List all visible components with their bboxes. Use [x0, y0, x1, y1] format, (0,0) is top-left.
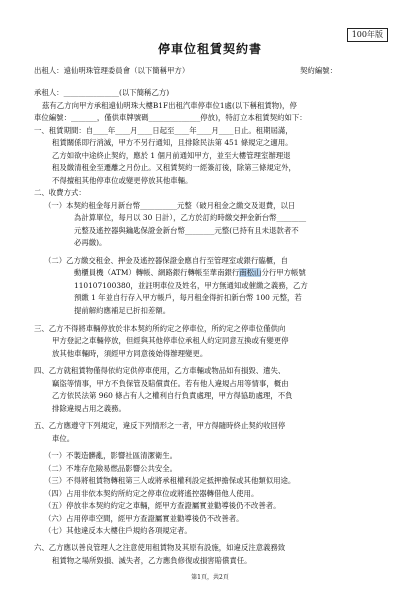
article-5-item-7: （七）其他違反本大樓住戶規約各項規定者。: [44, 526, 192, 535]
article-5-title-line-1: 五、乙方應遵守下列規定，違反下列情形之一者，甲方得隨時終止契約收回停: [34, 421, 286, 430]
article-1-line-4: 租及繳清租金至遷離之月份止。又租賃契約一經簽訂後，除第三條規定外，: [52, 163, 296, 172]
article-1-line-1: 一、租賃期間：自____年____月____日起至____年____月____日止。租期屆滿，: [34, 126, 293, 135]
article-4-line-3: 乙方依民法第 960 條占有人之權利自行負責處理，甲方得協助處理，不負: [52, 391, 293, 400]
lessee-line: 承租人：_______________(以下簡稱乙方): [34, 88, 170, 97]
article-2-1-line-2: 為計算單位，每月以 30 日計），乙方於訂約時繳交押金新台幣________: [74, 213, 307, 222]
article-6-line-1: 六、乙方應以善良管理人之注意使用租賃物及其原有設施，如違反注意義務致: [34, 543, 286, 552]
article-5-item-3: （三）不得將租賃物轉租第三人或將承租權利設定抵押擔保或其他類似用途。: [44, 476, 296, 485]
article-2-1-line-3: 元整及遙控器與鑰匙保證金新台幣________元整(已持有且未退款者不: [74, 226, 299, 235]
article-3-line-1: 三、乙方不得將車輛停放於非本契約所約定之停車位，所約定之停車位僅供向: [34, 324, 286, 333]
intro-line-1: 茲有乙方向甲方承租遠仙明珠大樓B1F出租汽車停車位1處(以下稱租賃物)，停: [42, 101, 297, 110]
article-6-line-2: 租賃物之場所毀損、滅失者，乙方應負修復或損害賠償責任。: [52, 556, 252, 565]
article-5-item-2: （二）不堆存危險易燃品影響公共安全。: [44, 464, 178, 473]
document-title: 停車位租賃契約書: [157, 42, 262, 56]
article-1-line-2: 租賃關係即行消滅，甲方不另行通知，且排除民法第 451 條規定之適用。: [52, 138, 293, 147]
article-2-1-line-4: 必再繳)。: [74, 238, 107, 247]
article-5-item-5: （五）停放非本契約約定之車輛，經甲方查證屬實並勸導後仍不改善者。: [44, 501, 281, 510]
article-2-2-line-4: 預繳 1 年並自行存入甲方帳戶，每月租金得折扣新台幣 100 元整，若: [74, 293, 302, 302]
highlighted-bank-branch: 南松山: [239, 268, 262, 277]
article-4-line-4: 排除違規占用之義務。: [52, 404, 126, 413]
article-2-2-line-1: （二）乙方繳交租金、押金及遙控器保證金應自行至管理室或銀行臨櫃，自: [44, 256, 288, 265]
article-5-item-4: （四）占用非依本契約所約定之停車位或將遙控器轉借他人使用。: [44, 489, 259, 498]
article-4-line-1: 四、乙方就租賃物僅得依約定供停車使用，乙方車輛或物品如有損毀、遺失、: [34, 366, 286, 375]
article-2-title: 二、收費方式：: [34, 188, 86, 197]
intro-line-2: 車位編號：_______，僅供車牌號碼______________停放)，特訂立本租賃契約如下：: [34, 113, 307, 122]
article-3-line-2: 甲方登記之車輛停放，但經與其他停車位承租人約定同意互換或有變更停: [52, 336, 289, 345]
article-2-2-line-3: 110107100380，並註明車位及姓名，甲方無通知或催繳之義務，乙方: [74, 281, 308, 290]
page-footer: 第1頁，共2頁: [191, 574, 229, 581]
article-2-2-line-5: 提前解約應補足已折扣差額。: [74, 306, 171, 315]
article-1-line-5: 不得擅租其他停車位或變更停放其他車輛。: [52, 176, 193, 185]
article-4-line-2: 竊盜等情事，甲方不負保管及賠償責任。若有他人違規占用等情事，概由: [52, 379, 289, 388]
version-badge: 100年版: [347, 28, 388, 42]
article-3-line-3: 放其他車輛時，須經甲方同意後始得辦理變更。: [52, 349, 208, 358]
article-5-item-6: （六）占用停車空間，經甲方查證屬實並勸導後仍不改善者。: [44, 514, 244, 523]
article-2-2-line-2: 動櫃員機（ATM）轉帳、網路銀行轉帳至華南銀行南松山分行甲方帳號: [74, 268, 306, 277]
contract-number-label: 契約編號：: [300, 66, 337, 75]
lessor-line: 出租人：遠仙明珠管理委員會（以下簡稱甲方）: [34, 66, 190, 75]
article-5-title-line-2: 車位。: [52, 434, 75, 443]
article-1-line-3: 乙方如欲中途終止契約，應於 1 個月前通知甲方，並至大樓管理室辦理退: [52, 151, 291, 160]
article-5-item-1: （一）不製造髒亂，影響社區清潔衛生。: [44, 451, 178, 460]
article-2-1-line-1: （一）本契約租金每月新台幣__________元整（破月租金之繳交及退費，以日: [44, 201, 296, 210]
